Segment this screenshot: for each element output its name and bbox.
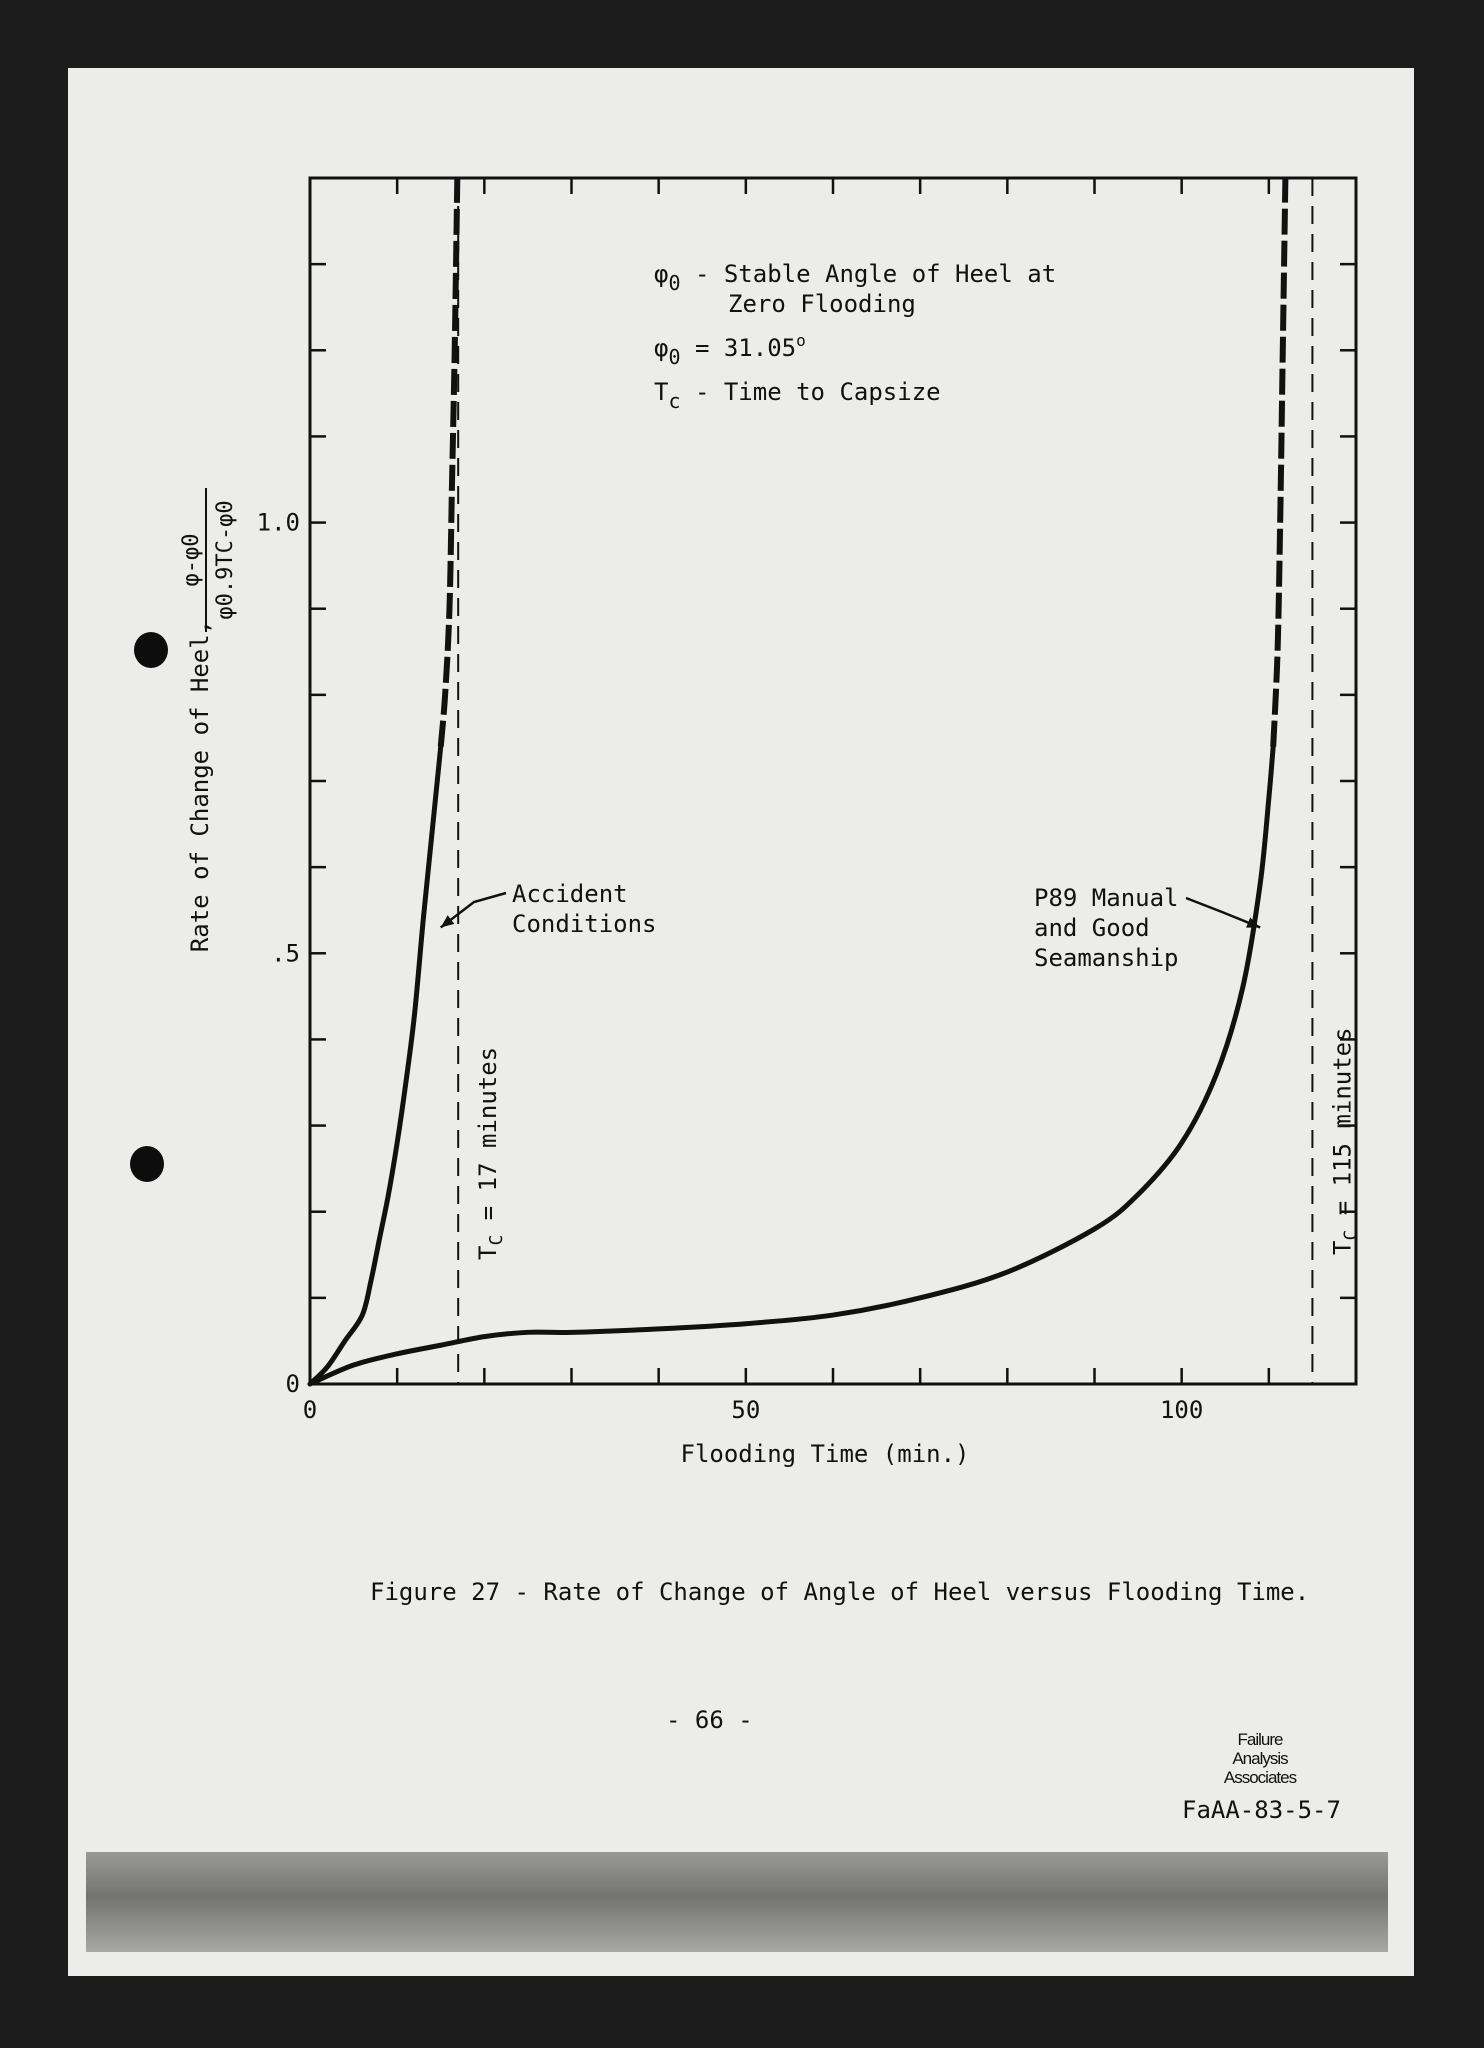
y-fraction-denominator: φ0.9TC-φ0: [213, 500, 238, 620]
capsize-label-text: $T_C = 17$ minutes: [474, 1046, 508, 1260]
logo-line-1: Failure: [1237, 1730, 1283, 1749]
plot-frame: [310, 178, 1356, 1384]
legend-line-2: Zero Flooding: [728, 290, 916, 318]
capsize-label-text: $T_C = 115$ minutes: [1328, 1027, 1362, 1255]
y-tick-label: 0: [285, 1370, 300, 1398]
x-tick-label: 100: [1159, 1396, 1204, 1424]
figure-caption: Figure 27 - Rate of Change of Angle of Heel versus Flooding Time.: [370, 1578, 1310, 1606]
series-asymptote-1: [441, 178, 458, 747]
x-axis-label: Flooding Time (min.): [680, 1440, 970, 1468]
legend-line-4: $T_c$ - Time to Capsize: [654, 378, 941, 413]
series-asymptote-2: [1273, 178, 1285, 747]
y-fraction-numerator: φ-φ0: [179, 533, 204, 587]
x-tick-label: 0: [302, 1396, 318, 1424]
annotation-2-line-1: P89 Manual: [1034, 884, 1179, 912]
annotation-1-line-2: Conditions: [512, 910, 657, 938]
series-line-1: [310, 747, 441, 1384]
logo-line-3: Associates: [1223, 1768, 1297, 1787]
legend-line-1: $\varphi_0$ - Stable Angle of Heel at: [654, 260, 1057, 295]
capsize-label-1: [474, 1047, 507, 1260]
legend-line-3: $\varphi_0 = 31.05^o$: [654, 331, 806, 369]
page-number: - 66 -: [666, 1706, 753, 1734]
annotation-2-line-3: Seamanship: [1034, 944, 1179, 972]
y-tick-label: 1.0: [256, 508, 300, 537]
annotation-1-line-1: Accident: [512, 880, 628, 908]
annotation-2-line-2: and Good: [1034, 914, 1150, 942]
y-axis-label: Rate of Change of Heel,: [186, 619, 214, 953]
company-logo: [1190, 1730, 1330, 1787]
series-line-2: [310, 747, 1273, 1384]
y-tick-label: .5: [271, 939, 300, 968]
y-axis-fraction: [179, 488, 238, 632]
x-tick-label: 50: [731, 1396, 761, 1424]
document-number: FaAA-83-5-7: [1182, 1796, 1341, 1824]
logo-line-2: Analysis: [1232, 1749, 1288, 1768]
